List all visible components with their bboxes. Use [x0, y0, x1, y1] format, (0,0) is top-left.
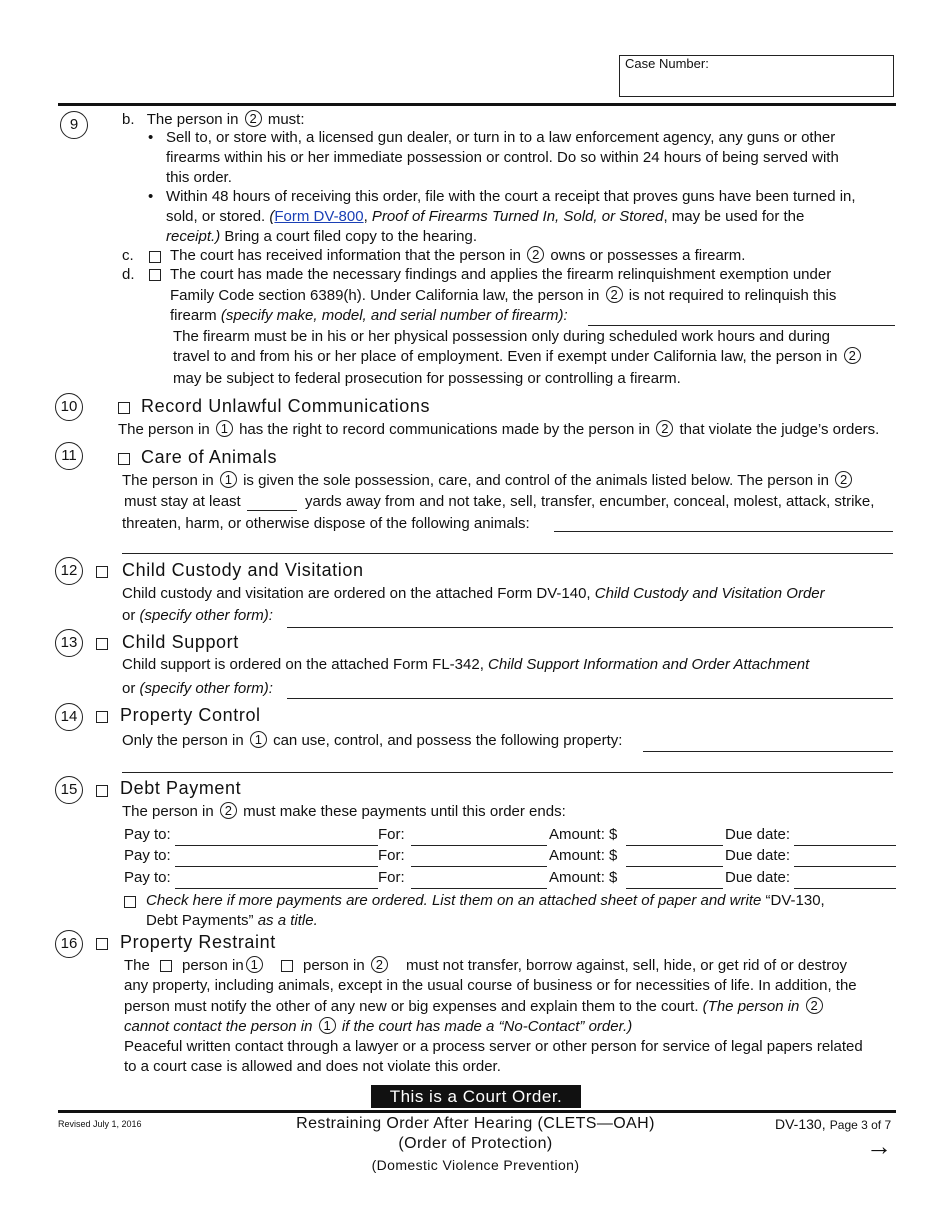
next-page-arrow-icon[interactable]: → — [866, 1131, 892, 1161]
court-order-banner-text: This is a Court Order. — [389, 1087, 563, 1106]
text: travel to and from his or her place of employment. Even if exempt under California law, the person in — [173, 348, 838, 365]
item9-bullet2-l1: Within 48 hours of receiving this order, file with the court a receipt that proves guns have been turned in, — [166, 188, 856, 205]
item9-bullet2-l2 — [166, 207, 804, 227]
item9-bullet1-l2: firearms within his or her immediate possession or control. Do so within 24 hours of being served with — [166, 149, 839, 166]
case-number-box[interactable] — [619, 55, 894, 97]
amount-label: Amount: $ — [549, 826, 618, 843]
text: owns or possesses a firearm. — [550, 247, 746, 264]
item9-bullet2-l3 — [166, 227, 477, 247]
item-number-10: 10 — [55, 393, 83, 421]
item15-title: Debt Payment — [120, 778, 242, 798]
item-number-14: 14 — [55, 703, 83, 731]
item9-d-l1: The court has made the necessary findings and applies the firearm relinquishment exemption under — [170, 266, 832, 283]
custody-other-form-field[interactable] — [287, 627, 893, 628]
item9-d-l2 — [170, 286, 836, 306]
item9-d-letter: d. — [122, 266, 135, 283]
text: , — [363, 208, 368, 225]
property-field-2[interactable] — [122, 772, 893, 773]
text: The person in — [122, 472, 214, 489]
animals-field-1[interactable] — [554, 531, 893, 532]
more-payments-l1 — [146, 891, 825, 911]
due-date-label: Due date: — [725, 847, 791, 864]
item9-d-l5 — [173, 347, 863, 367]
due-date-label: Due date: — [725, 826, 791, 843]
form-id: DV-130, — [775, 1116, 826, 1132]
item13-title: Child Support — [122, 632, 239, 652]
text: Child Custody and Visitation Order — [590, 585, 825, 602]
item14-l1 — [122, 731, 622, 751]
item16-l4 — [124, 1017, 632, 1037]
item-number-16: 16 — [55, 930, 83, 958]
header-rule — [58, 103, 896, 106]
item16-l5: Peaceful written contact through a lawyer or a process server or other person for service of legal papers related — [124, 1038, 863, 1055]
circle-ref: 2 — [656, 420, 673, 437]
item9-b-text-post: must: — [267, 111, 305, 128]
text: if the court has made a “No-Contact” order.) — [341, 1018, 633, 1035]
circle-ref: 2 — [806, 997, 823, 1014]
item9-b-letter: b. — [122, 111, 135, 128]
item-number-15: 15 — [55, 776, 83, 804]
form-title-2: (Order of Protection) — [398, 1135, 553, 1152]
text: that violate the judge’s orders. — [679, 421, 880, 438]
text: receipt.) — [166, 228, 221, 245]
for-label: For: — [378, 826, 405, 843]
text: Child custody and visitation are ordered on the attached Form DV-140, — [122, 585, 591, 602]
pay-to-field-1[interactable] — [175, 845, 378, 846]
item16-l1-the: The — [124, 957, 150, 974]
text: (specify other form): — [135, 607, 273, 624]
due-date-label: Due date: — [725, 869, 791, 886]
support-other-form-field[interactable] — [287, 698, 893, 699]
text: Check here if more payments are ordered. List them on an attached sheet of paper and write — [146, 892, 762, 909]
amount-label: Amount: $ — [549, 869, 618, 886]
item16-l1-post: must not transfer, borrow against, sell, hide, or get rid of or destroy — [406, 957, 848, 974]
item13-l1 — [122, 655, 809, 675]
item10-title: Record Unlawful Communications — [141, 396, 431, 416]
text: Family Code section 6389(h). Under California law, the person in — [170, 287, 600, 304]
pay-to-field-3[interactable] — [175, 888, 378, 889]
pay-to-field-2[interactable] — [175, 866, 378, 867]
text: as a title. — [253, 912, 318, 929]
pay-to-label: Pay to: — [124, 847, 171, 864]
text: “DV-130, — [761, 892, 825, 909]
item9-c-line — [170, 246, 745, 266]
item11-title: Care of Animals — [141, 447, 278, 467]
bullet-icon: • — [148, 188, 154, 205]
text: person in — [182, 957, 244, 974]
item16-l6: to a court case is allowed and does not violate this order. — [124, 1058, 501, 1075]
text: The person in — [118, 421, 210, 438]
circle-ref: 1 — [216, 420, 233, 437]
text: is given the sole possession, care, and control of the animals listed below. The person in — [243, 472, 829, 489]
text: (specify other form): — [135, 680, 273, 697]
amount-field-3[interactable] — [626, 888, 723, 889]
text: cannot contact the person in — [124, 1018, 313, 1035]
text: or — [122, 680, 136, 697]
text: (The person in — [698, 998, 800, 1015]
for-field-3[interactable] — [411, 888, 547, 889]
item11-l2-pre: must stay at least — [124, 493, 241, 510]
form-title-3: (Domestic Violence Prevention) — [371, 1157, 580, 1173]
item10-checkbox[interactable] — [118, 402, 130, 414]
text: must make these payments until this order ends: — [243, 803, 566, 820]
more-payments-l2 — [146, 911, 318, 931]
item9-d-l3 — [170, 306, 568, 326]
item16-person2-checkbox[interactable] — [281, 960, 293, 972]
item15-l1 — [122, 802, 566, 822]
text: Proof of Firearms Turned In, Sold, or Stored — [367, 208, 664, 225]
item-number-13: 13 — [55, 629, 83, 657]
item10-text — [118, 420, 879, 440]
text: has the right to record communications made by the person in — [239, 421, 651, 438]
amount-field-1[interactable] — [626, 845, 723, 846]
circle-ref: 1 — [319, 1017, 336, 1034]
circle-ref: 2 — [371, 956, 388, 973]
circle-ref: 1 — [250, 731, 267, 748]
item9-b-line — [122, 110, 305, 130]
text: , may be used for the — [663, 208, 805, 225]
item16-title: Property Restraint — [120, 932, 276, 952]
item9-b-text: The person in — [146, 111, 239, 128]
revised-date: Revised July 1, 2016 — [58, 1119, 142, 1129]
circle-ref: 1 — [246, 956, 263, 973]
item16-person1-checkbox[interactable] — [160, 960, 172, 972]
amount-label: Amount: $ — [549, 847, 618, 864]
item14-checkbox[interactable] — [96, 711, 108, 723]
text: Bring a court filed copy to the hearing. — [220, 228, 478, 245]
for-field-1[interactable] — [411, 845, 547, 846]
item13-checkbox[interactable] — [96, 638, 108, 650]
item16-l3 — [124, 997, 825, 1017]
due-date-field-1[interactable] — [794, 845, 896, 846]
text: Child support is ordered on the attached Form FL-342, — [122, 656, 484, 673]
item12-title: Child Custody and Visitation — [122, 560, 364, 580]
case-number-label: Case Number: — [625, 56, 709, 71]
circle-ref: 1 — [220, 471, 237, 488]
pay-to-label: Pay to: — [124, 826, 171, 843]
property-field-1[interactable] — [643, 751, 893, 752]
text: sold, or stored. — [166, 208, 270, 225]
text: or — [122, 607, 136, 624]
text: Debt Payments” — [146, 912, 254, 929]
text: Only the person in — [122, 732, 244, 749]
circle-ref: 2 — [835, 471, 852, 488]
for-label: For: — [378, 869, 405, 886]
item-number-12: 12 — [55, 557, 83, 585]
item15-checkbox[interactable] — [96, 785, 108, 797]
item9-d-l6: may be subject to federal prosecution for possessing or controlling a firearm. — [173, 370, 681, 387]
item9-d-l4: The firearm must be in his or her physical possession only during scheduled work hours and during — [173, 328, 831, 345]
court-order-banner — [371, 1085, 581, 1108]
pay-to-label: Pay to: — [124, 869, 171, 886]
firearm-description-field[interactable] — [588, 325, 895, 326]
footer-rule — [58, 1110, 896, 1113]
circle-ref: 2 — [527, 246, 544, 263]
item12-l1 — [122, 584, 825, 604]
item11-l1 — [122, 471, 854, 491]
item16-l2: any property, including animals, except in the usual course of business or for necessities of life. In addition, the — [124, 977, 857, 994]
item11-l2-post: yards away from and not take, sell, transfer, encumber, conceal, molest, attack, strike, — [305, 493, 875, 510]
text: ( — [269, 208, 275, 225]
page-number: Page 3 of 7 — [829, 1118, 892, 1132]
item9-bullet1-l3: this order. — [166, 169, 232, 186]
form-dv800-link[interactable]: Form DV-800 — [274, 208, 364, 225]
item16-opt1 — [182, 956, 265, 976]
circle-ref: 2 — [844, 347, 861, 364]
for-label: For: — [378, 847, 405, 864]
for-field-2[interactable] — [411, 866, 547, 867]
text: The person in — [122, 803, 214, 820]
animals-field-2[interactable] — [122, 553, 893, 554]
text: person must notify the other of any new or big expenses and explain them to the court. — [124, 998, 699, 1015]
form-title-1: Restraining Order After Hearing (CLETS—OAH) — [296, 1115, 655, 1132]
amount-field-2[interactable] — [626, 866, 723, 867]
item9d-checkbox[interactable] — [149, 269, 161, 281]
item-number-9: 9 — [60, 111, 88, 139]
yards-distance-field[interactable] — [247, 510, 297, 511]
item-number-11: 11 — [55, 442, 83, 470]
bullet-icon: • — [148, 129, 154, 146]
text: Child Support Information and Order Attachment — [483, 656, 810, 673]
due-date-field-3[interactable] — [794, 888, 896, 889]
item16-checkbox[interactable] — [96, 938, 108, 950]
circle-ref: 2 — [245, 110, 262, 127]
item12-l2 — [122, 606, 273, 626]
item13-l2 — [122, 679, 273, 699]
more-payments-checkbox[interactable] — [124, 896, 136, 908]
circle-ref: 2 — [220, 802, 237, 819]
text: can use, control, and possess the following property: — [273, 732, 623, 749]
item9-c-letter: c. — [122, 247, 134, 264]
text: (specify make, model, and serial number of firearm): — [216, 307, 568, 324]
item14-title: Property Control — [120, 705, 261, 725]
text: is not required to relinquish this — [628, 287, 837, 304]
item9-bullet1-l1: Sell to, or store with, a licensed gun dealer, or turn in to a law enforcement agency, any guns or other — [166, 129, 836, 146]
item11-l3: threaten, harm, or otherwise dispose of the following animals: — [122, 515, 530, 532]
item12-checkbox[interactable] — [96, 566, 108, 578]
text: The court has received information that the person in — [170, 247, 522, 264]
item9c-checkbox[interactable] — [149, 251, 161, 263]
circle-ref: 2 — [606, 286, 623, 303]
text: person in — [303, 957, 365, 974]
item11-checkbox[interactable] — [118, 453, 130, 465]
item16-opt2 — [303, 956, 390, 976]
due-date-field-2[interactable] — [794, 866, 896, 867]
text: firearm — [170, 307, 217, 324]
